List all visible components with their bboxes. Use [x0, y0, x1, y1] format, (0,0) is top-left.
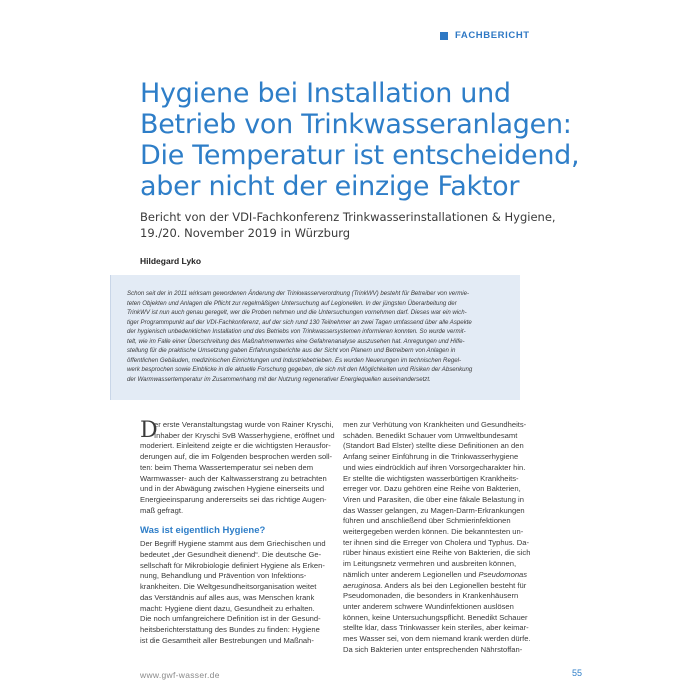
body-line: men zur Verhütung von Krankheiten und Gesundheits- — [343, 420, 527, 429]
body-line: Er stellte die wichtigsten wasserbürtigen Krankheits- — [343, 473, 519, 483]
body-line: Die noch umfangreichere Definition ist in der Gesund- — [140, 614, 321, 624]
body-line: und in der Abwägung zwischen Hygiene einerseits und — [140, 484, 325, 494]
body-line: das Verständnis auf alles aus, was Menschen krank — [140, 592, 315, 602]
body-line: bedeutet „der Gesundheit dienend“. Die deutsche Ge- — [140, 550, 322, 560]
body-line: Viren und Parasiten, die über eine fäkale Belastung in — [343, 494, 524, 504]
hygiene-paragraph — [140, 539, 335, 646]
body-line: Energieeinsparung andererseits sei das richtige Augen- — [140, 494, 327, 504]
body-line: ten: beim Thema Wassertemperatur sei neben dem — [140, 462, 314, 472]
body-line: Pseudomonaden, die besonders in Krankenhäusern — [343, 591, 519, 601]
abstract-line: teten Objekten und Anlagen die Pflicht zur regelmäßigen Untersuchung auf Legionellen. In der jüngsten Überarbeitung der — [127, 299, 457, 307]
abstract-box — [110, 275, 520, 400]
body-line: rüber hinaus existiert eine Reihe von Bakterien, die sich — [343, 548, 531, 558]
page-number: 55 — [572, 668, 583, 678]
body-line: können, keine Untersuchungspflicht. Benedikt Schauer — [343, 612, 528, 622]
abstract-line: Schon seit der in 2011 wirksam gewordenen Änderung der Trinkwasserverordnung (TrinkWV) besteht für Betreiber von vermie- — [127, 290, 470, 297]
subtitle-line: 19./20. November 2019 in Würzburg — [140, 226, 351, 240]
abstract-line: TrinkWV ist nun auch genau geregelt, wer die Proben nehmen und die Untersuchungen vornehmen darf. Dieses war ein wich- — [127, 309, 467, 316]
body-line: nämlich unter anderem Legionellen und Pseudomonas — [343, 569, 528, 579]
drop-cap: D — [140, 418, 158, 443]
body-line: er erste Veranstaltungstag wurde von Rainer Kryschi, — [154, 420, 334, 429]
section-tag — [440, 30, 530, 41]
subtitle-line: Bericht von der VDI-Fachkonferenz Trinkwasserinstallationen & Hygiene, — [140, 210, 556, 224]
body-line: derungen auf, die im Folgenden besprochen werden soll- — [140, 452, 333, 462]
body-line: führen und anschließend über Schmierinfektionen — [343, 516, 511, 526]
body-column-right — [343, 420, 538, 655]
body-line: krankheiten. Die Weltgesundheitsorganisation weitet — [140, 582, 317, 592]
abstract-line: öffentlichen Gebäuden, medizinischen Einrichtungen und Industriebetrieben. Es wurden Neuerungen im technischen Regel- — [127, 356, 462, 364]
body-line: aeruginosa. Anders als bei den Legionellen besteht für — [343, 580, 527, 590]
abstract-line: der Warmwassertemperatur im Zusammenhang mit der Nutzung regenerativer Energiequellen auseinandersetzt. — [127, 375, 431, 383]
body-line: mes Wasser sei, von dem niemand krank werden dürfe. — [343, 634, 531, 644]
body-line: ist die Gesamtheit aller Bestrebungen und Maßnah- — [140, 635, 314, 645]
body-line: Inhaber der Kryschi SvB Wasserhygiene, eröffnet und — [154, 430, 335, 440]
body-line: maß gefragt. — [140, 505, 184, 515]
abstract-line: der hygienisch unbedenklichen Installation und des Betriebs von Trinkwassersystemen informieren konnten. So wurde vermit- — [127, 328, 466, 335]
body-line: heitsberichterstattung des Bundes zu finden: Hygiene — [140, 624, 320, 634]
section-square-icon — [440, 32, 448, 40]
body-line: weitergegeben werden können. Die bekanntesten un- — [343, 527, 524, 537]
body-line: schäden. Benedikt Schauer vom Umweltbundesamt — [343, 430, 518, 440]
body-line: sellschaft für Mikrobiologie definiert Hygiene als Erken- — [140, 560, 325, 570]
abstract-line: tiger Programmpunkt auf der VDI-Fachkonferenz, auf der sich rund 130 Teilnehmer an zwei Tagen umfassend über alle Aspekte — [127, 318, 472, 326]
title-line: Betrieb von Trinkwasseranlagen: — [140, 109, 572, 140]
body-line: moderiert. Einleitend zeigte er die wichtigsten Herausfor- — [140, 441, 331, 451]
section-label: FACHBERICHT — [455, 30, 530, 41]
section-heading: Was ist eigentlich Hygiene? — [140, 525, 266, 537]
abstract-line: stellung für die praktische Umsetzung gaben Erfahrungsberichte aus der Sicht von Planern und Betreibern von Anlagen in — [127, 347, 456, 354]
author-name: Hildegard Lyko — [140, 256, 202, 266]
body-line: und wies eindrücklich auf ihren Vorsorgecharakter hin. — [343, 462, 526, 472]
body-column-left — [140, 420, 335, 646]
article-title — [140, 78, 680, 202]
body-line: macht: Hygiene dient dazu, Gesundheit zu erhalten. — [140, 603, 315, 613]
article-subtitle — [140, 209, 660, 241]
body-line: das Wasser gelangen, zu Magen-Darm-Erkrankungen — [343, 505, 525, 515]
intro-paragraph — [140, 420, 335, 516]
species-name: Pseudomonas — [478, 569, 528, 579]
title-line: aber nicht der einzige Faktor — [140, 171, 520, 202]
body-line: Anfang seiner Einführung in die Trinkwasserhygiene — [343, 452, 519, 462]
body-line: (Standort Bad Elster) stellte diese Definitionen an den — [343, 441, 524, 451]
abstract-line: telt, wie im Falle einer Überschreitung des Maßnahmenwertes eine Gefahrenanalyse auszusehen hat. Anregungen und Hilfe- — [127, 337, 465, 345]
body-line: nung, Behandlung und Prävention von Infektions- — [140, 571, 307, 581]
body-line: Da sich Bakterien unter entsprechenden Nährstoffan- — [343, 644, 523, 654]
body-line: im Leitungsnetz vermehren und ausbreiten können, — [343, 559, 517, 569]
body-line: stellte klar, dass Trinkwasser kein steriles, aber keimar- — [343, 623, 529, 633]
species-name: aeruginosa — [343, 580, 381, 590]
body-line: Warmwasser- auch der Kaltwasserstrang zu betrachten — [140, 473, 327, 483]
title-line: Hygiene bei Installation und — [140, 78, 511, 109]
title-line: Die Temperatur ist entscheidend, — [140, 140, 580, 171]
body-line: erreger vor. Dazu gehören eine Reihe von Bakterien, — [343, 484, 521, 494]
footer-website[interactable]: www.gwf-wasser.de — [140, 670, 220, 680]
body-line: ter ihnen sind die Erreger von Cholera und Typhus. Da- — [343, 537, 530, 547]
abstract-line: werk besprochen sowie Einblicke in die aktuelle Forschung gegeben, die sich mit den Möglichkeiten und Risiken der Absenkung — [127, 366, 473, 373]
body-line: Der Begriff Hygiene stammt aus dem Griechischen und — [140, 539, 326, 549]
body-line: unter anderem schwere Wundinfektionen auslösen — [343, 601, 514, 611]
